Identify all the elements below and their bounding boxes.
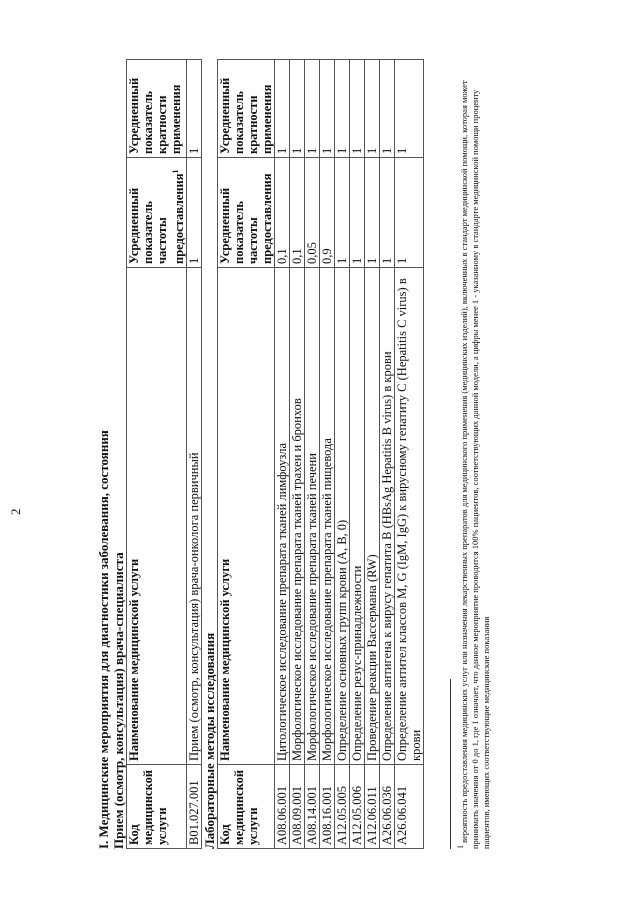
header-frequency [127,158,187,268]
service-frequency: 1 [395,158,424,268]
table-row [335,60,350,849]
service-frequency: 0,1 [290,158,305,268]
service-multiplicity: 1 [290,60,305,158]
consultations-title: Прием (осмотр, консультация) врача-специалиста [111,552,126,849]
service-multiplicity: 1 [320,60,335,158]
footnote-text: вероятность предоставления медицинских услуг или назначения лекарственных препаратов для медицинского применения (медицинских изделий), включенных в стандарт медицинской помощи, которая может принимать значения от 0 до 1, где 1 означает, что данное мероприятие проводится 100% пациентов, соответствующих данной модели, а цифры менее 1 - указанному в стандарте медицинской помощи проценту пациентов, имеющих соответствующие медицинские показания [458,80,491,849]
header-frequency-label: Усредненный показатель частоты предоставления [127,173,187,264]
footnote [455,59,492,849]
table-row [187,60,202,849]
service-multiplicity: 1 [350,60,365,158]
service-code: B01.027.001 [187,765,202,849]
lab-methods-title: Лабораторные методы исследования [202,632,218,849]
table-row [350,60,365,849]
table-row [395,60,424,849]
table-row [380,60,395,849]
service-multiplicity: 1 [365,60,380,158]
service-multiplicity: 1 [305,60,320,158]
service-code: A12.05.005 [335,765,350,849]
header-code: Код медицинской услуги [218,765,275,849]
service-frequency: 1 [365,158,380,268]
table-row [290,60,305,849]
service-code: A08.06.001 [275,765,290,849]
service-code: A08.16.001 [320,765,335,849]
service-code: A12.05.006 [350,765,365,849]
footnote-divider [450,679,451,849]
service-frequency: 1 [350,158,365,268]
service-frequency: 1 [187,158,202,268]
header-name: Наименование медицинской услуги [218,268,275,765]
service-name: Морфологическое исследование препарата тканей печени [305,268,320,765]
service-code: A12.06.011 [365,765,380,849]
service-name: Определение резус-принадлежности [350,268,365,765]
service-frequency: 1 [380,158,395,268]
header-multiplicity: Усредненный показатель кратности применения [218,60,275,158]
service-name: Определение антигена к вирусу гепатита B (HBsAg Hepatitis B virus) в крови [380,268,395,765]
footnote-reference: 1 [171,169,180,174]
document-content [96,59,492,849]
table-row [320,60,335,849]
section-title: I. Медицинские мероприятия для диагностики заболевания, состояния [96,430,111,849]
service-name: Определение антител классов M, G (IgM, IgG) к вирусному гепатиту C (Hepatitis C virus) в крови [395,268,424,765]
service-multiplicity: 1 [335,60,350,158]
service-code: A26.06.036 [380,765,395,849]
service-name: Проведение реакции Вассермана (RW) [365,268,380,765]
table-row [305,60,320,849]
service-frequency: 0,1 [275,158,290,268]
service-multiplicity: 1 [380,60,395,158]
table-row [365,60,380,849]
service-name: Прием (осмотр, консультация) врача-онколога первичный [187,268,202,765]
footnote-mark: 1 [456,845,466,849]
header-name: Наименование медицинской услуги [127,268,187,765]
service-name: Цитологическое исследование препарата тканей лимфоузла [275,268,290,765]
header-multiplicity: Усредненный показатель кратности применения [127,60,187,158]
service-code: A26.06.041 [395,765,424,849]
service-multiplicity: 1 [275,60,290,158]
service-frequency: 1 [335,158,350,268]
service-frequency: 0,9 [320,158,335,268]
page-number: 2 [8,508,23,515]
service-code: A08.14.001 [305,765,320,849]
lab-header-row [218,60,275,849]
consultations-header-row [127,60,187,849]
service-name: Определение основных групп крови (A, B, 0) [335,268,350,765]
table-row [275,60,290,849]
service-multiplicity: 1 [187,60,202,158]
service-multiplicity: 1 [395,60,424,158]
service-name: Морфологическое исследование препарата тканей пищевода [320,268,335,765]
service-frequency: 0,05 [305,158,320,268]
service-name: Морфологическое исследование препарата тканей трахеи и бронхов [290,268,305,765]
consultations-table [126,59,202,849]
lab-methods-table [217,59,424,849]
service-code: A08.09.001 [290,765,305,849]
header-frequency: Усредненный показатель частоты предоставления [218,158,275,268]
header-code: Код медицинской услуги [127,765,187,849]
